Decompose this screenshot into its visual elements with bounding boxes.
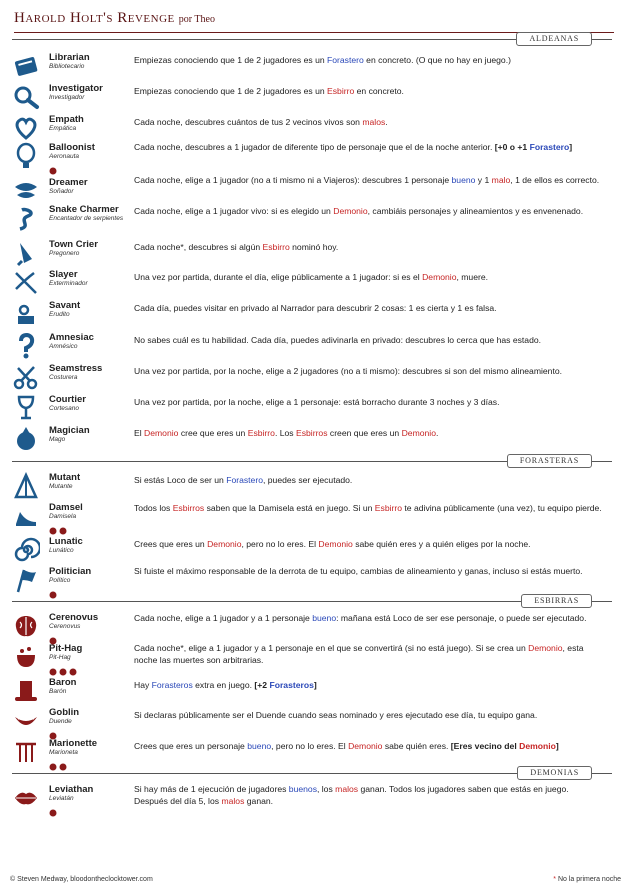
role-name-translation: Lunático (49, 547, 74, 554)
section-label: FORASTERAS (507, 454, 592, 468)
role-name: Courtier (49, 394, 86, 405)
jinx-icon (49, 727, 57, 735)
role-name: Librarian (49, 52, 90, 63)
jinx-icon (49, 632, 57, 640)
jinx-icons (49, 663, 139, 671)
jinx-icon (69, 663, 77, 671)
role-name-translation: Investigador (49, 94, 85, 101)
role-ability: Empiezas conociendo que 1 de 2 jugadores es un Forastero en concreto. (O que no hay en juego.) (134, 55, 511, 65)
question-icon (12, 332, 40, 360)
role-name-block (49, 612, 139, 640)
role-name-translation: Erudito (49, 311, 70, 318)
balloon-icon (12, 142, 40, 170)
jinx-icons (49, 522, 139, 530)
author: por Theo (178, 14, 215, 25)
book-icon (12, 52, 40, 80)
role-name-translation: Político (49, 577, 71, 584)
heart-icon (12, 114, 40, 142)
role-ability: Cada noche*, elige a 1 jugador y a 1 personaje en el que se convertirá (si no está juego). Si se crea un Demonio, esta noche las muertes son arbitrarias. (134, 643, 584, 665)
mutant-icon (12, 472, 40, 500)
lips-icon (12, 784, 40, 812)
role-ability: Todos los Esbirros saben que la Damisela está en juego. Si un Esbirro te adivina públicamente (una vez), tu equipo pierde. (134, 503, 602, 513)
role-ability: Crees que eres un personaje bueno, pero no lo eres. El Demonio sabe quién eres. [Eres vecino del Demonio] (134, 741, 559, 751)
section-townsfolk (12, 32, 612, 46)
role-ability: Cada noche, descubres cuántos de tus 2 vecinos vivos son malos. (134, 117, 388, 127)
bell-icon (12, 239, 40, 267)
role-ability: Una vez por partida, por la noche, elige a 1 personaje: está borracho durante 3 noches y 3 días. (134, 397, 500, 407)
role-name: Politician (49, 566, 92, 577)
magician-icon (12, 425, 40, 453)
role-name: Baron (49, 677, 77, 688)
page-title: Harold Holt's Revenge por Theo (14, 10, 215, 26)
role-name-translation: Duende (49, 718, 72, 725)
role-name-translation: Bibliotecario (49, 63, 85, 70)
role-name: Slayer (49, 269, 78, 280)
role-name-translation: Marioneta (49, 749, 78, 756)
role-name-block (49, 738, 139, 766)
role-name-block (49, 177, 139, 196)
role-name-block (49, 204, 139, 223)
role-name: Damsel (49, 502, 83, 513)
jinx-icon (59, 758, 67, 766)
role-name: Cerenovus (49, 612, 99, 623)
role-name: Town Crier (49, 239, 98, 250)
footer-credit: © Steven Medway, bloodontheclocktower.com (10, 876, 153, 883)
role-name: Magician (49, 425, 90, 436)
jinx-icon (49, 758, 57, 766)
jinx-icon (59, 663, 67, 671)
role-name-block (49, 784, 139, 812)
scholar-icon (12, 300, 40, 328)
flag-icon (12, 566, 40, 594)
scissors-icon (12, 363, 40, 391)
role-ability: El Demonio cree que eres un Esbirro. Los Esbirros creen que eres un Demonio. (134, 428, 439, 438)
role-name-block (49, 643, 139, 671)
role-ability: Una vez por partida, durante el día, elige públicamente a 1 jugador: si es el Demonio, muere. (134, 272, 489, 282)
role-ability: Cada noche, elige a 1 jugador (no a ti mismo ni a Viajeros): descubres 1 personaje bueno y 1 malo, 1 de ellos es correcto. (134, 175, 600, 185)
jinx-icon (59, 522, 67, 530)
jinx-icon (49, 522, 57, 530)
jinx-icons (49, 804, 139, 812)
role-name-block (49, 52, 139, 71)
jinx-icons (49, 758, 139, 766)
role-name: Pit-Hag (49, 643, 83, 654)
role-name-block (49, 300, 139, 319)
role-name-translation: Soñador (49, 188, 74, 195)
role-name: Empath (49, 114, 84, 125)
jinx-icon (49, 804, 57, 812)
jinx-icons (49, 162, 139, 170)
jinx-icon (49, 162, 57, 170)
snake-icon (12, 204, 40, 232)
role-name-translation: Mutante (49, 483, 73, 490)
magnifier-icon (12, 83, 40, 111)
crossbow-icon (12, 269, 40, 297)
role-name: Seamstress (49, 363, 103, 374)
role-name-block (49, 83, 139, 102)
role-name-translation: Cortesano (49, 405, 79, 412)
section-label: ALDEANAS (516, 32, 592, 46)
role-name: Balloonist (49, 142, 95, 153)
role-name-translation: Mago (49, 436, 66, 443)
jinx-icons (49, 727, 139, 735)
dreamcatcher-icon (12, 177, 40, 205)
jinx-icons (49, 586, 139, 594)
footer-note: * No la primera noche (553, 876, 621, 883)
role-name-translation: Amnésico (49, 343, 78, 350)
role-ability: Cada día, puedes visitar en privado al Narrador para descubrir 2 cosas: 1 es cierta y 1 es falsa. (134, 303, 497, 313)
role-name: Lunatic (49, 536, 83, 547)
role-name-block (49, 536, 139, 555)
role-name-translation: Costurera (49, 374, 78, 381)
grin-icon (12, 707, 40, 735)
role-name-translation: Barón (49, 688, 67, 695)
brain-icon (12, 612, 40, 640)
role-name-block (49, 502, 139, 530)
role-name: Mutant (49, 472, 81, 483)
role-name-translation: Cerenovus (49, 623, 81, 630)
role-name: Leviathan (49, 784, 94, 795)
role-ability: No sabes cuál es tu habilidad. Cada día, puedes adivinarla en privado: descubres lo cerca que has estado. (134, 335, 542, 345)
role-name: Investigator (49, 83, 103, 94)
role-name-block (49, 707, 139, 735)
role-name: Snake Charmer (49, 204, 119, 215)
role-name: Marionette (49, 738, 98, 749)
section-label: DEMONIAS (517, 766, 592, 780)
role-name: Dreamer (49, 177, 88, 188)
role-name-translation: Empática (49, 125, 77, 132)
role-name-block (49, 394, 139, 413)
role-ability: Hay Forasteros extra en juego. [+2 Forasteros] (134, 680, 317, 690)
section-demons (12, 766, 612, 780)
puppet-icon (12, 738, 40, 766)
role-ability: Una vez por partida, por la noche, elige a 2 jugadores (no a ti mismo): descubres si son del mismo alineamiento. (134, 366, 562, 376)
role-ability: Cada noche*, descubres si algún Esbirro nominó hoy. (134, 242, 339, 252)
spiral-icon (12, 536, 40, 564)
role-ability: Crees que eres un Demonio, pero no lo eres. El Demonio sabe quién eres y a quién eliges por la noche. (134, 539, 531, 549)
role-name-block (49, 239, 139, 258)
role-name-block (49, 142, 139, 170)
role-name-block (49, 332, 139, 351)
role-name-block (49, 269, 139, 288)
role-name-block (49, 472, 139, 491)
role-name-block (49, 363, 139, 382)
role-name-translation: Encantador de serpientes (49, 215, 124, 222)
role-name-translation: Pit-Hag (49, 654, 71, 661)
role-name-block (49, 114, 139, 133)
section-outsiders (12, 454, 612, 468)
role-name-translation: Damisela (49, 513, 77, 520)
role-ability: Cada noche, elige a 1 jugador y a 1 personaje bueno: mañana está Loco de ser ese personaje, o puede ser ejecutado. (134, 613, 587, 623)
role-name-translation: Pregonero (49, 250, 80, 257)
tophat-icon (12, 677, 40, 705)
shoe-icon (12, 502, 40, 530)
role-ability: Si declaras públicamente ser el Duende cuando seas nominado y eres ejecutado ese día, tu equipo gana. (134, 710, 538, 720)
role-name-block (49, 425, 139, 444)
jinx-icons (49, 632, 139, 640)
role-name: Goblin (49, 707, 80, 718)
role-name-translation: Aeronauta (49, 153, 79, 160)
jinx-icon (49, 586, 57, 594)
section-label: ESBIRRAS (521, 594, 592, 608)
role-name: Amnesiac (49, 332, 94, 343)
goblet-icon (12, 394, 40, 422)
role-ability: Cada noche, elige a 1 jugador vivo: si es elegido un Demonio, cambiáis personajes y alineamientos y es envenenado. (134, 206, 584, 216)
role-ability: Si fuiste el máximo responsable de la derrota de tu equipo, cambias de alineamiento y ganas, incluso si estás muerto. (134, 566, 583, 576)
role-name-block (49, 677, 139, 696)
role-ability: Si estás Loco de ser un Forastero, puedes ser ejecutado. (134, 475, 353, 485)
role-name: Savant (49, 300, 81, 311)
cauldron-icon (12, 643, 40, 671)
jinx-icon (49, 663, 57, 671)
role-name-translation: Leviatán (49, 795, 74, 802)
role-name-translation: Exterminador (49, 280, 88, 287)
role-name-block (49, 566, 139, 594)
role-ability: Empiezas conociendo que 1 de 2 jugadores es un Esbirro en concreto. (134, 86, 404, 96)
section-minions (12, 594, 612, 608)
role-ability: Cada noche, descubres a 1 jugador de diferente tipo de personaje que el de la noche anterior. [+0 o +1 Forastero] (134, 142, 573, 152)
role-ability: Si hay más de 1 ejecución de jugadores buenos, los malos ganan. Todos los jugadores saben que estás en juego. Después del día 5, los malos ganan. (134, 784, 569, 806)
header (14, 8, 614, 28)
